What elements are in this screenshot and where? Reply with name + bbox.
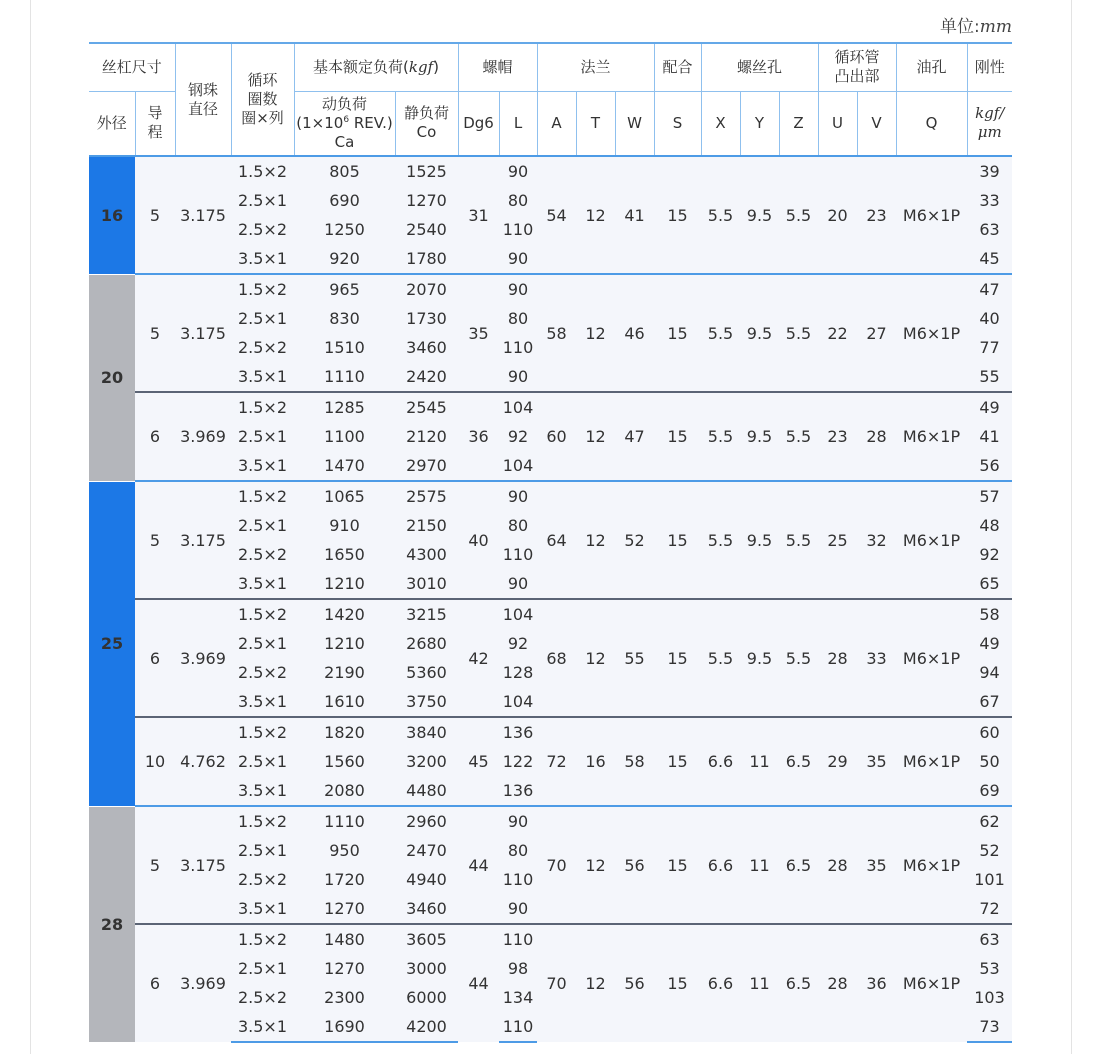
U-cell: 20 — [818, 156, 857, 274]
static-load-cell: 1270 — [395, 186, 458, 215]
S-cell: 15 — [654, 274, 701, 392]
V-cell: 28 — [857, 392, 896, 481]
circuit-cell: 3.5×1 — [231, 776, 294, 806]
rigidity-cell: 33 — [967, 186, 1012, 215]
nut-length-cell: 110 — [499, 540, 537, 569]
dynamic-load-cell: 920 — [294, 244, 395, 274]
rigidity-cell: 60 — [967, 717, 1012, 747]
header-circuits: 循环 圈数 圈×列 — [231, 43, 294, 156]
V-cell: 35 — [857, 806, 896, 924]
nut-length-cell: 98 — [499, 954, 537, 983]
table-row — [89, 274, 1012, 304]
rigidity-cell: 55 — [967, 362, 1012, 392]
rigidity-cell: 53 — [967, 954, 1012, 983]
header-oil-hole: 油孔 — [896, 43, 967, 91]
rigidity-cell: 62 — [967, 806, 1012, 836]
rigidity-cell: 73 — [967, 1012, 1012, 1042]
dg6-cell: 44 — [458, 924, 499, 1042]
header-U: U — [818, 91, 857, 156]
static-load-cell: 4200 — [395, 1012, 458, 1042]
T-cell: 12 — [576, 392, 615, 481]
rigidity-cell: 72 — [967, 894, 1012, 924]
dg6-cell: 40 — [458, 481, 499, 599]
X-cell: 6.6 — [701, 717, 740, 806]
circuit-cell: 3.5×1 — [231, 1012, 294, 1042]
circuit-cell: 2.5×2 — [231, 865, 294, 894]
rigidity-cell: 49 — [967, 629, 1012, 658]
static-load-cell: 2960 — [395, 806, 458, 836]
V-cell: 23 — [857, 156, 896, 274]
Q-cell: M6×1P — [896, 392, 967, 481]
W-cell: 47 — [615, 392, 654, 481]
header-return-tube: 循环管 凸出部 — [818, 43, 896, 91]
lead-cell: 5 — [135, 806, 175, 924]
dynamic-load-cell: 950 — [294, 836, 395, 865]
dg6-cell: 36 — [458, 392, 499, 481]
Y-cell: 9.5 — [740, 481, 779, 599]
static-load-cell: 2420 — [395, 362, 458, 392]
Z-cell: 6.5 — [779, 924, 818, 1042]
dynamic-load-cell: 830 — [294, 304, 395, 333]
T-cell: 12 — [576, 274, 615, 392]
nut-length-cell: 110 — [499, 924, 537, 954]
W-cell: 56 — [615, 924, 654, 1042]
rigidity-cell: 65 — [967, 569, 1012, 599]
circuit-cell: 3.5×1 — [231, 569, 294, 599]
nut-length-cell: 80 — [499, 304, 537, 333]
circuit-cell: 1.5×2 — [231, 392, 294, 422]
lead-cell: 5 — [135, 156, 175, 274]
nut-length-cell: 110 — [499, 1012, 537, 1042]
circuit-cell: 2.5×2 — [231, 215, 294, 244]
dynamic-load-cell: 1470 — [294, 451, 395, 481]
X-cell: 5.5 — [701, 599, 740, 717]
circuit-cell: 3.5×1 — [231, 451, 294, 481]
static-load-cell: 2545 — [395, 392, 458, 422]
rigidity-cell: 77 — [967, 333, 1012, 362]
dynamic-load-cell: 1480 — [294, 924, 395, 954]
A-cell: 54 — [537, 156, 576, 274]
nut-length-cell: 90 — [499, 569, 537, 599]
rigidity-cell: 49 — [967, 392, 1012, 422]
ball-diameter-cell: 3.175 — [175, 156, 231, 274]
W-cell: 55 — [615, 599, 654, 717]
dynamic-load-cell: 1720 — [294, 865, 395, 894]
W-cell: 56 — [615, 806, 654, 924]
S-cell: 15 — [654, 481, 701, 599]
Q-cell: M6×1P — [896, 274, 967, 392]
A-cell: 70 — [537, 924, 576, 1042]
static-load-cell: 2470 — [395, 836, 458, 865]
rigidity-cell: 67 — [967, 687, 1012, 717]
header-Z: Z — [779, 91, 818, 156]
circuit-cell: 2.5×1 — [231, 954, 294, 983]
lead-cell: 6 — [135, 924, 175, 1042]
static-load-cell: 6000 — [395, 983, 458, 1012]
dynamic-load-cell: 1285 — [294, 392, 395, 422]
dynamic-load-cell: 1250 — [294, 215, 395, 244]
U-cell: 28 — [818, 599, 857, 717]
header-static-load: 静负荷 Co — [395, 91, 458, 156]
dg6-cell: 42 — [458, 599, 499, 717]
dynamic-load-cell: 1270 — [294, 894, 395, 924]
nut-length-cell: 90 — [499, 244, 537, 274]
outer-diameter-label: 25 — [89, 481, 135, 806]
S-cell: 15 — [654, 599, 701, 717]
V-cell: 36 — [857, 924, 896, 1042]
static-load-cell: 2575 — [395, 481, 458, 511]
dynamic-load-cell: 1650 — [294, 540, 395, 569]
circuit-cell: 1.5×2 — [231, 924, 294, 954]
S-cell: 15 — [654, 156, 701, 274]
rigidity-cell: 63 — [967, 924, 1012, 954]
dynamic-load-cell: 1820 — [294, 717, 395, 747]
nut-length-cell: 90 — [499, 894, 537, 924]
T-cell: 12 — [576, 156, 615, 274]
nut-length-cell: 122 — [499, 747, 537, 776]
dynamic-load-cell: 1210 — [294, 629, 395, 658]
nut-length-cell: 104 — [499, 687, 537, 717]
table-row — [89, 599, 1012, 629]
circuit-cell: 2.5×2 — [231, 540, 294, 569]
rigidity-cell: 50 — [967, 747, 1012, 776]
rigidity-cell: 47 — [967, 274, 1012, 304]
nut-length-cell: 80 — [499, 186, 537, 215]
Z-cell: 5.5 — [779, 599, 818, 717]
X-cell: 6.6 — [701, 924, 740, 1042]
circuit-cell: 2.5×1 — [231, 747, 294, 776]
rigidity-cell: 56 — [967, 451, 1012, 481]
header-screw-size: 丝杠尺寸 — [89, 43, 175, 91]
circuit-cell: 2.5×1 — [231, 629, 294, 658]
header-T: T — [576, 91, 615, 156]
A-cell: 70 — [537, 806, 576, 924]
table-row — [89, 806, 1012, 836]
header-Y: Y — [740, 91, 779, 156]
nut-length-cell: 90 — [499, 156, 537, 186]
rigidity-cell: 92 — [967, 540, 1012, 569]
dynamic-load-cell: 1110 — [294, 362, 395, 392]
circuit-cell: 2.5×1 — [231, 422, 294, 451]
dynamic-load-cell: 2190 — [294, 658, 395, 687]
T-cell: 12 — [576, 481, 615, 599]
lead-cell: 5 — [135, 481, 175, 599]
table-row — [89, 392, 1012, 422]
static-load-cell: 3840 — [395, 717, 458, 747]
nut-length-cell: 104 — [499, 599, 537, 629]
static-load-cell: 3460 — [395, 333, 458, 362]
Q-cell: M6×1P — [896, 156, 967, 274]
static-load-cell: 4480 — [395, 776, 458, 806]
Z-cell: 5.5 — [779, 481, 818, 599]
nut-length-cell: 128 — [499, 658, 537, 687]
header-lead: 导 程 — [135, 91, 175, 156]
static-load-cell: 3750 — [395, 687, 458, 717]
static-load-cell: 3000 — [395, 954, 458, 983]
circuit-cell: 3.5×1 — [231, 244, 294, 274]
table-row — [89, 481, 1012, 511]
nut-length-cell: 90 — [499, 481, 537, 511]
S-cell: 15 — [654, 717, 701, 806]
static-load-cell: 3215 — [395, 599, 458, 629]
X-cell: 6.6 — [701, 806, 740, 924]
Y-cell: 9.5 — [740, 599, 779, 717]
header-rigidity: 刚性 — [967, 43, 1012, 91]
table-row — [89, 717, 1012, 747]
X-cell: 5.5 — [701, 274, 740, 392]
header-dg6: Dg6 — [458, 91, 499, 156]
T-cell: 12 — [576, 924, 615, 1042]
U-cell: 25 — [818, 481, 857, 599]
dg6-cell: 45 — [458, 717, 499, 806]
header-L: L — [499, 91, 537, 156]
Y-cell: 11 — [740, 806, 779, 924]
Q-cell: M6×1P — [896, 481, 967, 599]
header-W: W — [615, 91, 654, 156]
header-V: V — [857, 91, 896, 156]
ball-diameter-cell: 3.175 — [175, 806, 231, 924]
dg6-cell: 31 — [458, 156, 499, 274]
Q-cell: M6×1P — [896, 924, 967, 1042]
circuit-cell: 1.5×2 — [231, 599, 294, 629]
static-load-cell: 3605 — [395, 924, 458, 954]
outer-diameter-label: 28 — [89, 806, 135, 1042]
outer-diameter-label: 20 — [89, 274, 135, 481]
circuit-cell: 2.5×1 — [231, 304, 294, 333]
T-cell: 12 — [576, 599, 615, 717]
Q-cell: M6×1P — [896, 599, 967, 717]
X-cell: 5.5 — [701, 392, 740, 481]
ball-diameter-cell: 3.969 — [175, 599, 231, 717]
circuit-cell: 1.5×2 — [231, 156, 294, 186]
Y-cell: 11 — [740, 717, 779, 806]
nut-length-cell: 134 — [499, 983, 537, 1012]
V-cell: 27 — [857, 274, 896, 392]
static-load-cell: 2680 — [395, 629, 458, 658]
static-load-cell: 2150 — [395, 511, 458, 540]
dynamic-load-cell: 1110 — [294, 806, 395, 836]
rigidity-cell: 57 — [967, 481, 1012, 511]
dynamic-load-cell: 1270 — [294, 954, 395, 983]
T-cell: 12 — [576, 806, 615, 924]
nut-length-cell: 80 — [499, 836, 537, 865]
static-load-cell: 3460 — [395, 894, 458, 924]
lead-cell: 10 — [135, 717, 175, 806]
T-cell: 16 — [576, 717, 615, 806]
outer-diameter-label: 16 — [89, 156, 135, 274]
Z-cell: 5.5 — [779, 156, 818, 274]
dynamic-load-cell: 1690 — [294, 1012, 395, 1042]
header-A: A — [537, 91, 576, 156]
circuit-cell: 1.5×2 — [231, 274, 294, 304]
header-fit: 配合 — [654, 43, 701, 91]
dynamic-load-cell: 1100 — [294, 422, 395, 451]
header-S: S — [654, 91, 701, 156]
rigidity-cell: 58 — [967, 599, 1012, 629]
lead-cell: 5 — [135, 274, 175, 392]
Z-cell: 5.5 — [779, 274, 818, 392]
circuit-cell: 2.5×1 — [231, 836, 294, 865]
A-cell: 64 — [537, 481, 576, 599]
nut-length-cell: 104 — [499, 392, 537, 422]
static-load-cell: 1730 — [395, 304, 458, 333]
U-cell: 29 — [818, 717, 857, 806]
nut-length-cell: 136 — [499, 776, 537, 806]
nut-length-cell: 92 — [499, 629, 537, 658]
rigidity-cell: 45 — [967, 244, 1012, 274]
dynamic-load-cell: 2080 — [294, 776, 395, 806]
dynamic-load-cell: 910 — [294, 511, 395, 540]
circuit-cell: 3.5×1 — [231, 362, 294, 392]
S-cell: 15 — [654, 924, 701, 1042]
nut-length-cell: 80 — [499, 511, 537, 540]
header-basic-load-rating: 基本额定负荷(kgf) — [294, 43, 458, 91]
rigidity-cell: 48 — [967, 511, 1012, 540]
X-cell: 5.5 — [701, 156, 740, 274]
table-row — [89, 924, 1012, 954]
Z-cell: 6.5 — [779, 717, 818, 806]
A-cell: 68 — [537, 599, 576, 717]
static-load-cell: 3200 — [395, 747, 458, 776]
header-bolt-hole: 螺丝孔 — [701, 43, 818, 91]
table-row — [89, 156, 1012, 186]
rigidity-cell: 39 — [967, 156, 1012, 186]
rigidity-cell: 63 — [967, 215, 1012, 244]
dynamic-load-cell: 1065 — [294, 481, 395, 511]
Z-cell: 6.5 — [779, 806, 818, 924]
lead-cell: 6 — [135, 599, 175, 717]
Z-cell: 5.5 — [779, 392, 818, 481]
U-cell: 22 — [818, 274, 857, 392]
rigidity-cell: 94 — [967, 658, 1012, 687]
dynamic-load-cell: 1420 — [294, 599, 395, 629]
ball-diameter-cell: 3.175 — [175, 481, 231, 599]
W-cell: 58 — [615, 717, 654, 806]
static-load-cell: 4940 — [395, 865, 458, 894]
dg6-cell: 44 — [458, 806, 499, 924]
Y-cell: 11 — [740, 924, 779, 1042]
ball-diameter-cell: 3.969 — [175, 924, 231, 1042]
circuit-cell: 1.5×2 — [231, 806, 294, 836]
header-flange: 法兰 — [537, 43, 654, 91]
rigidity-cell: 41 — [967, 422, 1012, 451]
A-cell: 72 — [537, 717, 576, 806]
rigidity-cell: 101 — [967, 865, 1012, 894]
Q-cell: M6×1P — [896, 717, 967, 806]
nut-length-cell: 92 — [499, 422, 537, 451]
static-load-cell: 2070 — [395, 274, 458, 304]
nut-length-cell: 136 — [499, 717, 537, 747]
dynamic-load-cell: 690 — [294, 186, 395, 215]
header-dynamic-load: 动负荷 ($1\times 10^6$ REV.) Ca — [294, 91, 395, 156]
static-load-cell: 2120 — [395, 422, 458, 451]
A-cell: 60 — [537, 392, 576, 481]
dynamic-load-cell: 805 — [294, 156, 395, 186]
header-Q: Q — [896, 91, 967, 156]
rigidity-cell: 40 — [967, 304, 1012, 333]
ball-screw-spec-table — [89, 42, 1012, 1043]
dynamic-load-cell: 1210 — [294, 569, 395, 599]
ball-diameter-cell: 3.969 — [175, 392, 231, 481]
dynamic-load-cell: 1610 — [294, 687, 395, 717]
rigidity-cell: 52 — [967, 836, 1012, 865]
rigidity-cell: 103 — [967, 983, 1012, 1012]
circuit-cell: 3.5×1 — [231, 687, 294, 717]
nut-length-cell: 104 — [499, 451, 537, 481]
Y-cell: 9.5 — [740, 392, 779, 481]
nut-length-cell: 110 — [499, 865, 537, 894]
nut-length-cell: 90 — [499, 274, 537, 304]
S-cell: 15 — [654, 806, 701, 924]
circuit-cell: 1.5×2 — [231, 717, 294, 747]
static-load-cell: 5360 — [395, 658, 458, 687]
rigidity-cell: 69 — [967, 776, 1012, 806]
V-cell: 32 — [857, 481, 896, 599]
ball-diameter-cell: 4.762 — [175, 717, 231, 806]
U-cell: 23 — [818, 392, 857, 481]
A-cell: 58 — [537, 274, 576, 392]
Y-cell: 9.5 — [740, 274, 779, 392]
X-cell: 5.5 — [701, 481, 740, 599]
dynamic-load-cell: 965 — [294, 274, 395, 304]
static-load-cell: 2970 — [395, 451, 458, 481]
S-cell: 15 — [654, 392, 701, 481]
unit-label: 单位:mm — [940, 17, 1012, 37]
dynamic-load-cell: 1510 — [294, 333, 395, 362]
V-cell: 35 — [857, 717, 896, 806]
dynamic-load-cell: 1560 — [294, 747, 395, 776]
dynamic-load-cell: 2300 — [294, 983, 395, 1012]
circuit-cell: 3.5×1 — [231, 894, 294, 924]
V-cell: 33 — [857, 599, 896, 717]
header-X: X — [701, 91, 740, 156]
circuit-cell: 2.5×2 — [231, 333, 294, 362]
U-cell: 28 — [818, 924, 857, 1042]
circuit-cell: 2.5×1 — [231, 511, 294, 540]
W-cell: 46 — [615, 274, 654, 392]
nut-length-cell: 110 — [499, 215, 537, 244]
U-cell: 28 — [818, 806, 857, 924]
nut-length-cell: 90 — [499, 806, 537, 836]
header-outer-diameter: 外径 — [89, 91, 135, 156]
circuit-cell: 1.5×2 — [231, 481, 294, 511]
ball-diameter-cell: 3.175 — [175, 274, 231, 392]
header-nut: 螺帽 — [458, 43, 537, 91]
static-load-cell: 2540 — [395, 215, 458, 244]
static-load-cell: 3010 — [395, 569, 458, 599]
dg6-cell: 35 — [458, 274, 499, 392]
nut-length-cell: 110 — [499, 333, 537, 362]
header-ball-diameter: 钢珠 直径 — [175, 43, 231, 156]
W-cell: 52 — [615, 481, 654, 599]
static-load-cell: 1780 — [395, 244, 458, 274]
header-rigidity-unit: kgf/ μm — [967, 91, 1012, 156]
Q-cell: M6×1P — [896, 806, 967, 924]
lead-cell: 6 — [135, 392, 175, 481]
nut-length-cell: 90 — [499, 362, 537, 392]
Y-cell: 9.5 — [740, 156, 779, 274]
W-cell: 41 — [615, 156, 654, 274]
static-load-cell: 4300 — [395, 540, 458, 569]
circuit-cell: 2.5×1 — [231, 186, 294, 215]
static-load-cell: 1525 — [395, 156, 458, 186]
circuit-cell: 2.5×2 — [231, 658, 294, 687]
circuit-cell: 2.5×2 — [231, 983, 294, 1012]
